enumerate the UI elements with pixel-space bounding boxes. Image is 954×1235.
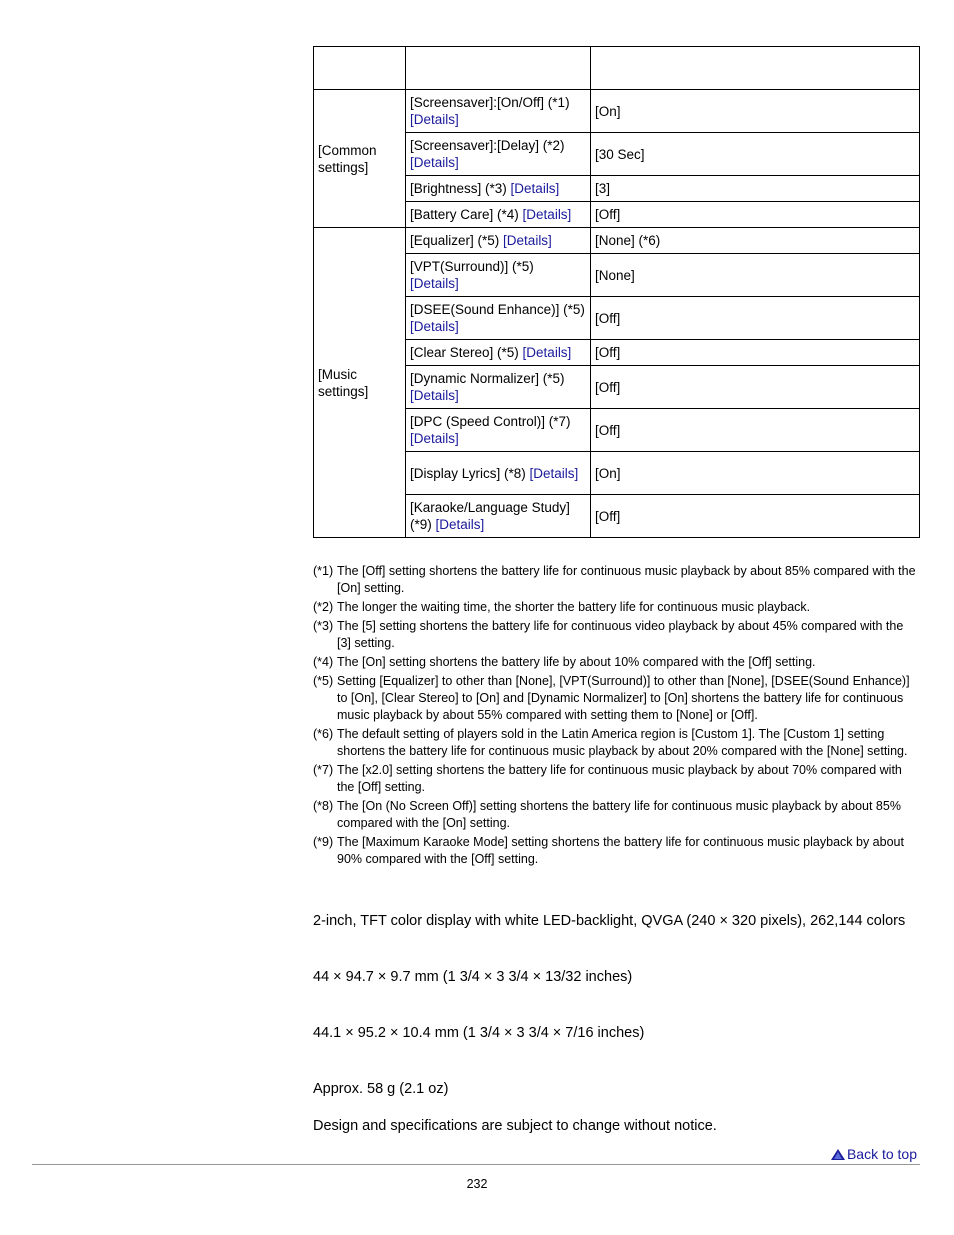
table-row: [314, 90, 920, 133]
details-link[interactable]: [Details]: [522, 207, 572, 222]
setting-value: [Off]: [591, 495, 920, 538]
setting-value: [On]: [591, 90, 920, 133]
details-link[interactable]: [Details]: [522, 345, 572, 360]
details-link[interactable]: [Details]: [410, 319, 459, 334]
setting-value: [Off]: [591, 409, 920, 452]
setting-name: [Dynamic Normalizer] (*5) [Details]: [406, 366, 591, 409]
details-link[interactable]: [Details]: [410, 112, 459, 127]
table-row: [314, 228, 920, 254]
footnote: (*1) The [Off] setting shortens the battery life for continuous music playback by about 85% compared with the [On] setting.: [313, 564, 916, 595]
details-link[interactable]: [Details]: [503, 233, 552, 248]
details-link[interactable]: [Details]: [410, 431, 459, 446]
setting-name: [Battery Care] (*4) [Details]: [406, 202, 591, 228]
details-link[interactable]: [Details]: [435, 517, 485, 532]
footer-divider: [32, 1164, 920, 1165]
header-cell: [406, 47, 591, 90]
footnote: (*2) The longer the waiting time, the shorter the battery life for continuous music playback.: [313, 600, 811, 614]
header-cell: [591, 47, 920, 90]
back-to-top-link[interactable]: Back to top: [831, 1146, 917, 1162]
details-link[interactable]: [Details]: [510, 181, 560, 196]
setting-name: [Display Lyrics] (*8) [Details]: [406, 452, 591, 495]
footnote: (*8) The [On (No Screen Off)] setting shortens the battery life for continuous music playback by about 85% compared with the [On] setting.: [313, 799, 901, 830]
footnote: (*6) The default setting of players sold in the Latin America region is [Custom 1]. The [Custom 1] setting shortens the battery life for continuous music playback by about 20% compared with the [None] setting.: [313, 727, 908, 758]
setting-value: [30 Sec]: [591, 133, 920, 176]
setting-value: [Off]: [591, 366, 920, 409]
setting-name: [Brightness] (*3) [Details]: [406, 176, 591, 202]
up-triangle-icon: [831, 1149, 845, 1160]
setting-value: [Off]: [591, 202, 920, 228]
setting-value: [3]: [591, 176, 920, 202]
setting-name: [Karaoke/Language Study] (*9) [Details]: [406, 495, 591, 538]
setting-value: [On]: [591, 452, 920, 495]
setting-value: [Off]: [591, 297, 920, 340]
details-link[interactable]: [Details]: [410, 388, 459, 403]
setting-value: [None]: [591, 254, 920, 297]
setting-value: [Off]: [591, 340, 920, 366]
footnote: (*4) The [On] setting shortens the battery life by about 10% compared with the [Off] setting.: [313, 655, 816, 669]
setting-name: [Screensaver]:[Delay] (*2) [Details]: [406, 133, 591, 176]
details-link[interactable]: [Details]: [529, 465, 579, 481]
settings-table: [313, 46, 920, 538]
dimensions-max-spec: 44.1 × 95.2 × 10.4 mm (1 3/4 × 3 3/4 × 7/16 inches): [313, 1025, 645, 1041]
group-label-common: [Common settings]: [314, 90, 406, 228]
details-link[interactable]: [Details]: [410, 155, 459, 170]
footnote: (*9) The [Maximum Karaoke Mode] setting shortens the battery life for continuous music playback by about 90% compared with the [Off] setting.: [313, 835, 904, 866]
footnotes: [313, 563, 920, 870]
footnote: (*5) Setting [Equalizer] to other than [None], [VPT(Surround)] to other than [None], [DSEE(Sound Enhance)] to [On], [Clear Stereo] to [On] and [Dynamic Normalizer] to [On] shortens the battery life for continuous music playback by about 55% compared with setting them to [None] or [Off].: [313, 674, 910, 722]
display-spec: 2-inch, TFT color display with white LED-backlight, QVGA (240 × 320 pixels), 262,144 colors: [313, 913, 906, 929]
page-number: 232: [466, 1177, 488, 1191]
group-label-music: [Music settings]: [314, 228, 406, 538]
disclaimer: Design and specifications are subject to change without notice.: [313, 1118, 717, 1134]
details-link[interactable]: [Details]: [410, 276, 459, 291]
footnote: (*7) The [x2.0] setting shortens the battery life for continuous music playback by about 70% compared with the [Off] setting.: [313, 763, 902, 794]
mass-spec: Approx. 58 g (2.1 oz): [313, 1081, 449, 1097]
setting-value: [None] (*6): [591, 228, 920, 254]
dimensions-spec: 44 × 94.7 × 9.7 mm (1 3/4 × 3 3/4 × 13/32 inches): [313, 969, 633, 985]
setting-name: [DPC (Speed Control)] (*7) [Details]: [406, 409, 591, 452]
setting-name: [Equalizer] (*5) [Details]: [406, 228, 591, 254]
setting-name: [VPT(Surround)] (*5) [Details]: [406, 254, 591, 297]
setting-name: [Clear Stereo] (*5) [Details]: [406, 340, 591, 366]
header-cell: [314, 47, 406, 90]
setting-name: [DSEE(Sound Enhance)] (*5) [Details]: [406, 297, 591, 340]
setting-name: [Screensaver]:[On/Off] (*1) [Details]: [406, 90, 591, 133]
footnote: (*3) The [5] setting shortens the battery life for continuous video playback by about 45% compared with the [3] setting.: [313, 619, 904, 650]
table-header-row: [314, 47, 920, 90]
